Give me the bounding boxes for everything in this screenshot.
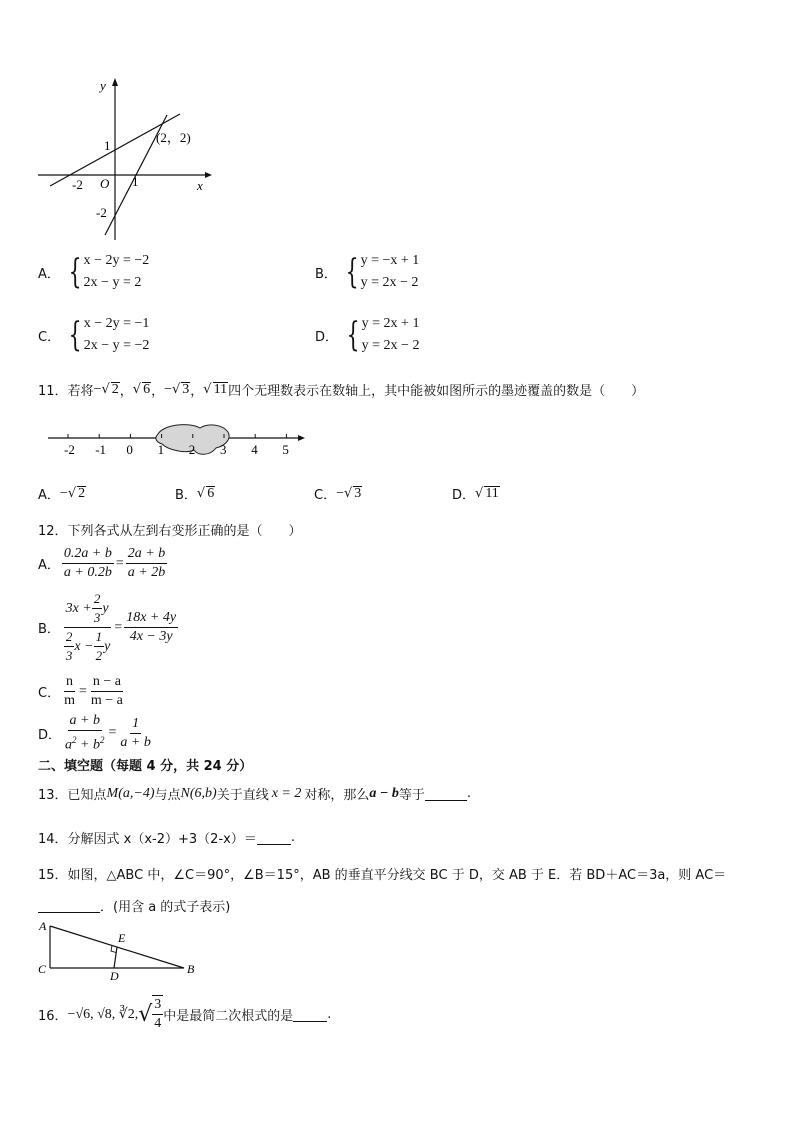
equation: x − 2y = −1 [83, 316, 150, 331]
tick-label: 1 [157, 442, 165, 457]
brace-icon: { [68, 252, 82, 292]
radicand: 6 [207, 486, 215, 501]
period: . [466, 786, 472, 801]
radicand: 11 [485, 486, 499, 501]
neg-sign: − [164, 381, 172, 397]
denominator: a + 0.2b [63, 565, 112, 580]
denominator: a + b [120, 734, 151, 750]
option-label: D． [315, 329, 339, 345]
option-label: C． [38, 329, 61, 345]
equation-system [338, 313, 419, 357]
radicand: 6 [143, 382, 151, 397]
equation-system [60, 250, 149, 294]
question-text: ．(用含 a 的式子表示) [100, 900, 231, 915]
equation: 2x − y = −2 [83, 338, 150, 353]
answer-blank[interactable] [425, 786, 467, 801]
point-n-coords: (6,b) [189, 785, 217, 801]
option-label: B． [38, 622, 60, 637]
denominator: 4x − 3y [129, 629, 173, 644]
point-n: N [180, 785, 190, 801]
equation: y = 2x + 1 [361, 316, 420, 331]
tick-label: -2 [64, 442, 75, 457]
tick-label: 4 [251, 442, 258, 457]
tick-label: 5 [282, 442, 289, 457]
tick-x-neg2: -2 [72, 177, 83, 192]
radicand: 2 [111, 382, 119, 397]
radicand: 3 [182, 382, 190, 397]
equation: y = 2x − 2 [360, 275, 419, 290]
denominator: m − a [90, 693, 123, 708]
tick-label: 0 [126, 442, 133, 457]
denominator: $a^2 + b^2$ [65, 735, 105, 753]
question-text: 四个无理数表示在数轴上，其中能被如图所示的墨迹覆盖的数是（ ） [228, 384, 645, 399]
point-m: M [106, 785, 119, 801]
period: . [327, 1006, 332, 1022]
numerator: 3 [152, 996, 163, 1015]
expression: a − b [369, 785, 399, 801]
label-b: B [187, 962, 195, 976]
equation: x − 2y = −2 [83, 253, 150, 268]
q13 [38, 784, 471, 803]
label-c: C [38, 962, 47, 976]
y-axis-arrow-icon [112, 78, 118, 86]
answer-blank[interactable] [293, 1007, 327, 1022]
x-label: x [197, 178, 203, 193]
question-text: 13．已知点 [38, 788, 107, 803]
neg-sign: − [93, 381, 102, 397]
q14 [38, 828, 295, 847]
comma: ， [190, 384, 204, 399]
tick-label: 3 [220, 442, 227, 457]
question-number: 11．若将 [38, 384, 94, 399]
point-label: (2，2) [156, 130, 191, 145]
origin-label: O [100, 176, 110, 191]
label-e: E [118, 931, 126, 945]
comma: ， [119, 384, 133, 399]
denominator: 4 [154, 1016, 162, 1031]
option-label: D． [38, 727, 62, 743]
numerator: 18x + 4y [124, 609, 178, 628]
answer-blank[interactable] [38, 898, 100, 913]
equation: y = 2x − 2 [361, 338, 420, 353]
question-text: 等于 [398, 788, 425, 803]
tick-label: 2 [188, 442, 196, 457]
q16: 16． −√6, √8, ∛2, √ $\frac{3}{4}$ 中是最简二次根式的是 . [38, 997, 332, 1031]
brace-icon: { [68, 315, 82, 355]
answer-blank[interactable] [257, 830, 291, 845]
numerator: 2a + b [126, 545, 167, 564]
q10-option-b[interactable] [315, 250, 419, 294]
question-text: 中是最简二次根式的是 [163, 1008, 294, 1024]
equation-system [337, 250, 419, 294]
number-line-arrow-icon [298, 435, 305, 441]
q10-option-d[interactable] [315, 313, 419, 357]
brace-icon: { [346, 315, 360, 355]
question-text: 对称，那么 [304, 788, 370, 803]
q12-option-a[interactable]: A． $\frac{0.2a + b}{a + 0.2b}$ = $\frac{2a + b}{a + 2b}$ [38, 546, 166, 580]
neg-sign: − [59, 485, 68, 501]
numerator: n − a [91, 673, 123, 692]
q12-stem: 12．下列各式从左到右变形正确的是（ ） [38, 524, 302, 539]
q11-stem: 11．若将 − √ 2 ， √ 6 ， − √ 3 ， √ 11 四个无理数表示在数轴上，其中能被如图所示的墨迹覆盖的数是（ ） [38, 381, 645, 399]
radicand: 3 [354, 486, 362, 501]
radical-list: −√6, √8, ∛2, [67, 1006, 139, 1022]
tick-y-neg2: -2 [96, 205, 107, 220]
line-equation: x = 2 [271, 785, 302, 801]
section-heading: 二、填空题（每题 4 分，共 24 分） [38, 759, 253, 774]
x-axis-arrow-icon [205, 172, 212, 178]
equation-system [60, 313, 149, 357]
option-label: D． [452, 488, 476, 503]
question-text: 与点 [154, 788, 181, 803]
q12-option-b[interactable]: B． 3x + $\frac{2}{3}$ y $\frac{2}{3}$ x − $\frac{1}{2}$ y = $\frac{18x + 4y}{4x - 3y}$ [38, 591, 177, 663]
option-label: B． [315, 266, 337, 282]
numerator: n [64, 673, 75, 692]
q12-option-c[interactable]: C． $\frac{n}{m}$ = $\frac{n - a}{m - a}$ [38, 674, 123, 708]
point-m-coords: (a,−4) [118, 785, 155, 801]
option-label: B． [175, 488, 197, 503]
option-label: A． [38, 266, 60, 282]
brace-icon: { [345, 252, 359, 292]
perpendicular-de [114, 947, 117, 968]
numerator: a + b [68, 712, 102, 731]
comma: ， [151, 384, 165, 399]
tick-label: -1 [95, 442, 107, 457]
numerator: 0.2a + b [62, 545, 114, 564]
radicand: 11 [213, 382, 228, 397]
neg-sign: − [336, 485, 344, 501]
period: . [290, 830, 295, 845]
q11-option-d[interactable]: D． √ 11 [452, 486, 499, 503]
q11-option-a[interactable]: A． − √ 2 [38, 485, 86, 503]
q11-option-b[interactable]: B． √ 6 [175, 486, 215, 503]
label-d: D [110, 969, 119, 983]
option-label: C． [38, 686, 61, 701]
y-label: y [100, 78, 106, 93]
option-label: A． [38, 558, 60, 573]
tick-x1: 1 [132, 174, 139, 189]
q10-option-c[interactable] [38, 313, 149, 357]
q15-text: 15．如图，△ABC 中，∠C＝90°，∠B＝15°，AB 的垂直平分线交 BC 于 D，交 AB 于 E．若 BD＋AC＝3a，则 AC＝ [38, 868, 727, 883]
question-text: 关于直线 [216, 788, 269, 803]
option-label: A． [38, 488, 60, 503]
label-a: A [39, 919, 47, 933]
q10-option-a[interactable] [38, 250, 149, 294]
q15-line2 [38, 896, 230, 915]
tick-y1: 1 [104, 138, 111, 153]
q12-option-d[interactable]: D． $\frac{a + b}{a^2 + b^2}$ = $\frac{1}{a + b}$ [38, 713, 151, 753]
option-label: C． [314, 488, 337, 503]
question-number: 16． [38, 1008, 68, 1024]
numerator: 1 [130, 715, 141, 734]
denominator: a + 2b [127, 565, 166, 580]
radicand: 2 [78, 486, 86, 501]
question-text: 14．分解因式 x（x-2）+3（2-x）＝ [38, 832, 257, 847]
coordinate-graph [30, 70, 220, 245]
triangle-figure [34, 918, 204, 983]
equation: 2x − y = 2 [83, 275, 142, 290]
number-line [40, 420, 315, 462]
equation: y = −x + 1 [360, 253, 420, 268]
q11-option-c[interactable]: C． − √ 3 [314, 485, 362, 503]
complex-fraction: 3x + $\frac{2}{3}$ y $\frac{2}{3}$ x − $\frac{1}{2}$ y [65, 591, 111, 663]
denominator: m [64, 693, 75, 708]
